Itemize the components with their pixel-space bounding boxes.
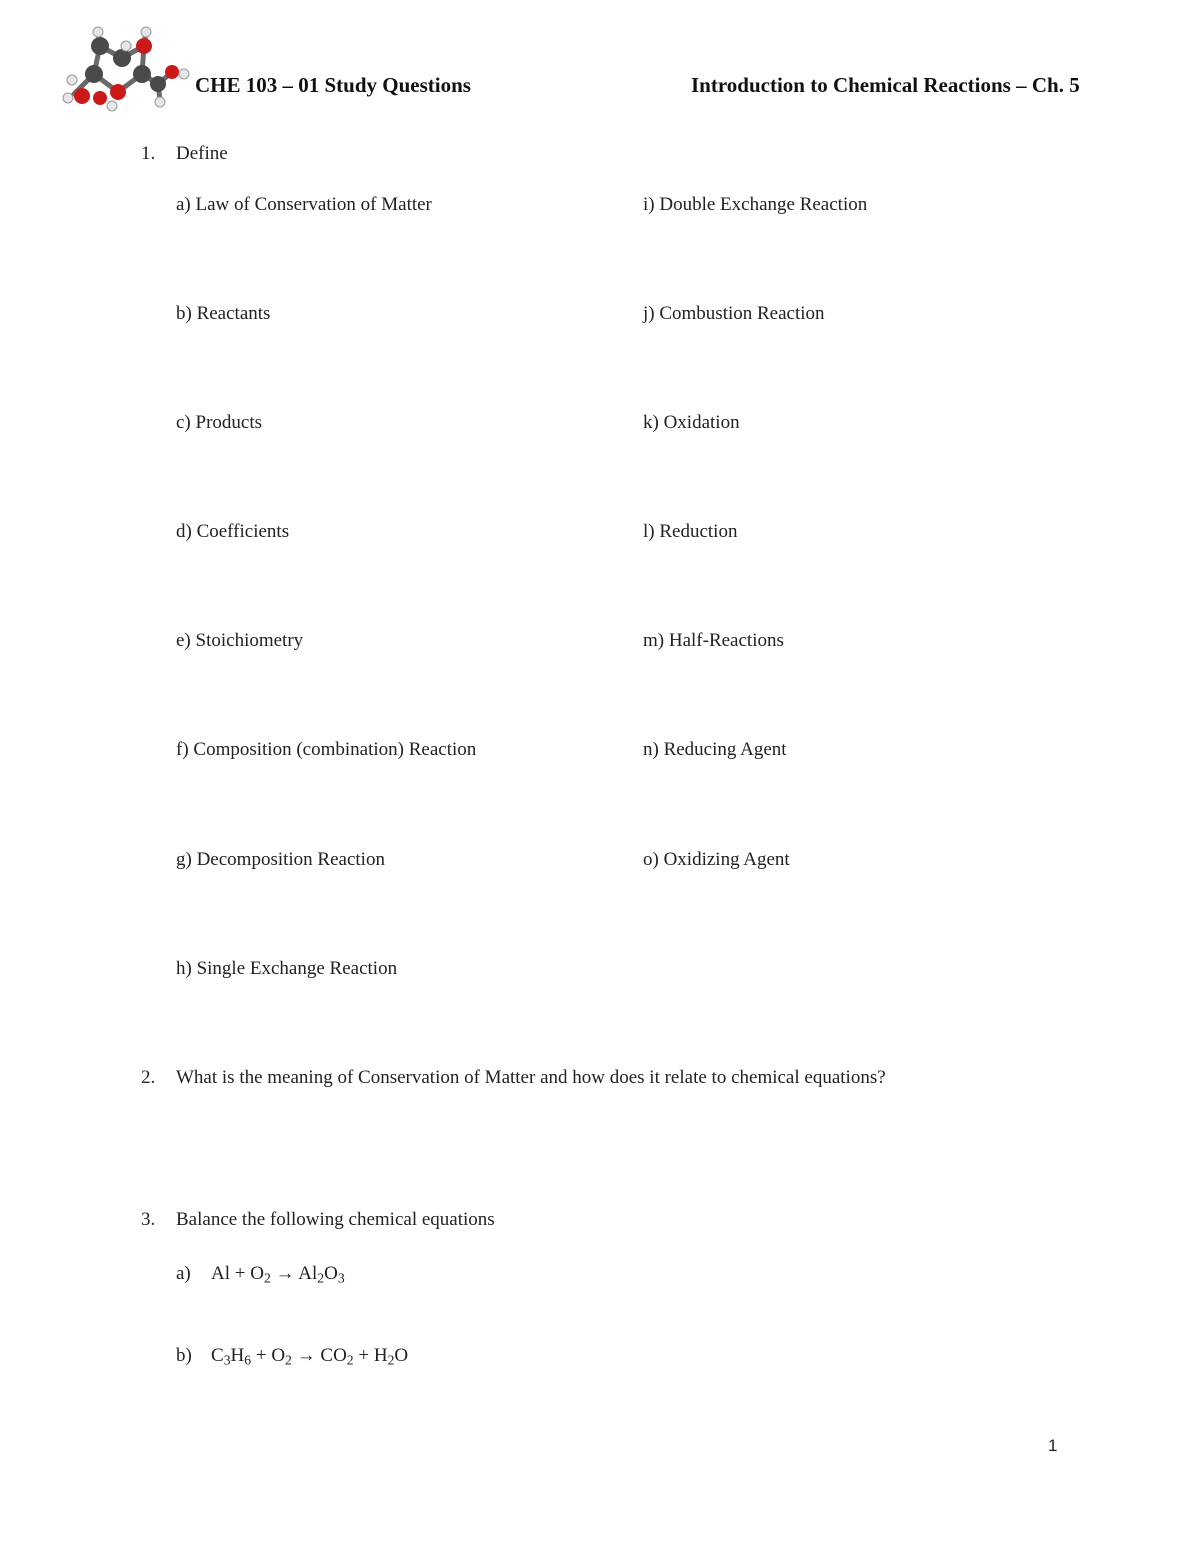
term-item: c) Products	[176, 412, 263, 433]
term-item: d) Coefficients	[176, 521, 290, 542]
term-item: h) Single Exchange Reaction	[176, 958, 398, 979]
term-item: o) Oxidizing Agent	[643, 849, 790, 870]
term-item: f) Composition (combination) Reaction	[176, 739, 477, 760]
term-item: j) Combustion Reaction	[643, 303, 825, 324]
term-item: n) Reducing Agent	[643, 739, 787, 760]
term-item: g) Decomposition Reaction	[176, 849, 385, 870]
question-1-number: 1.	[141, 143, 156, 164]
equation-b-label: b)	[176, 1345, 192, 1366]
question-2-text: What is the meaning of Conservation of Matter and how does it relate to chemical equations?	[176, 1067, 886, 1088]
term-item: a) Law of Conservation of Matter	[176, 194, 432, 215]
equation-a-label: a)	[176, 1263, 191, 1284]
term-item: e) Stoichiometry	[176, 630, 304, 651]
question-2-number: 2.	[141, 1067, 156, 1088]
page-number: 1	[1048, 1436, 1058, 1455]
course-title: CHE 103 – 01 Study Questions	[195, 73, 471, 97]
term-item: k) Oxidation	[643, 412, 740, 433]
question-3-text: Balance the following chemical equations	[176, 1209, 495, 1230]
molecule-logo-icon	[60, 22, 192, 114]
term-item: b) Reactants	[176, 303, 271, 324]
equation-a: $Al + O_2 \to Al_2O_3$	[211, 1263, 345, 1286]
chapter-title: Introduction to Chemical Reactions – Ch. 5	[691, 73, 1080, 97]
term-item: i) Double Exchange Reaction	[643, 194, 868, 215]
equation-b: $C_3H_6 + O_2 \to CO_2 + H_2O$	[211, 1345, 409, 1368]
question-1-prompt: Define	[176, 143, 228, 164]
term-item: m) Half-Reactions	[643, 630, 784, 651]
question-3-number: 3.	[141, 1209, 156, 1230]
term-item: l) Reduction	[643, 521, 738, 542]
